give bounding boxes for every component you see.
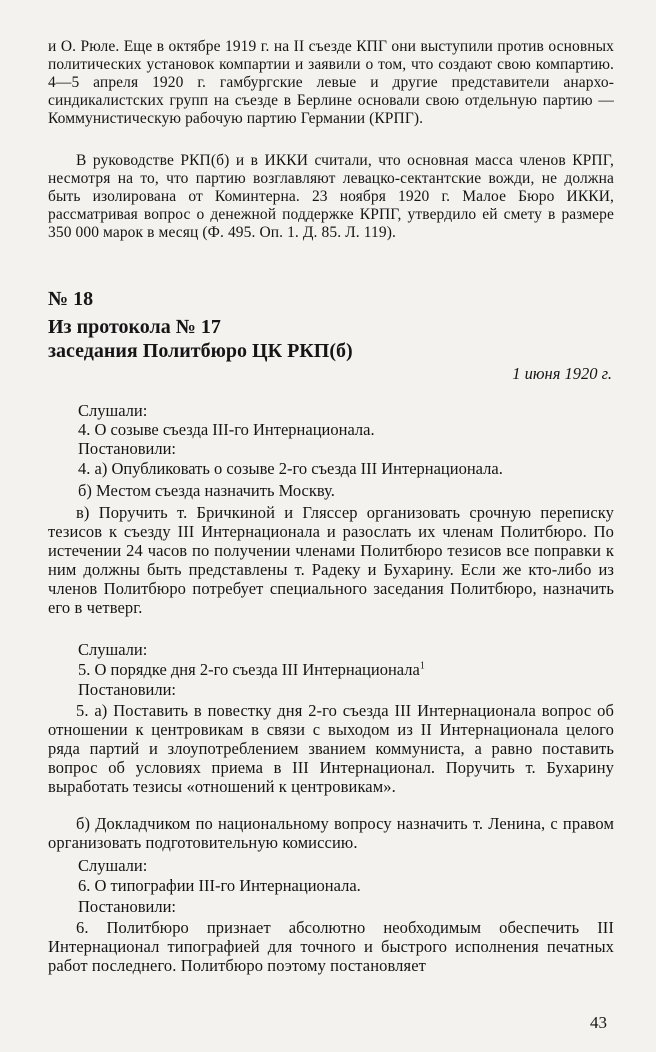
heard-label-3: Слушали: [78, 856, 148, 875]
agenda-item-4: 4. О созыве съезда III-го Интернационала. [78, 420, 375, 439]
resolution-5a: 5. а) Поставить в повестку дня 2-го съезда III Интернационала вопрос об отношении к центровикам в связи с выходом из II Интернационала целого ряда партий и злоупотреблением званием коммуниста, а равно поставить вопрос об условиях приема в III Интернационал. Поручить т. Бухарину выработать тезисы «отношений к центровикам». [48, 701, 614, 796]
heard-label-1: Слушали: [78, 401, 148, 420]
footnote-marker: 1 [419, 660, 425, 672]
document-title-line-1: Из протокола № 17 [48, 316, 221, 338]
resolution-6: 6. Политбюро признает абсолютно необходимым обеспечить III Интернационал типографией для точного и быстрого исполнения печатных работ последнего. Политбюро поэтому постановляет [48, 918, 614, 975]
agenda-item-5-text: 5. О порядке дня 2-го съезда III Интернационала [78, 660, 420, 679]
intro-paragraph-1: и О. Рюле. Еще в октябре 1919 г. на II съезде КПГ они выступили против основных политических установок компартии и заявили о том, что создают свою компартию. 4—5 апреля 1920 г. гамбургские левые и другие представители анархо-синдикалистских групп на съезде в Берлине основали свою отдельную партию — Коммунистическую рабочую партию Германии (КРПГ). [48, 38, 614, 127]
heard-label-2: Слушали: [78, 640, 148, 659]
document-date: 1 июня 1920 г. [512, 364, 612, 383]
agenda-item-5 [78, 660, 425, 679]
agenda-item-6: 6. О типографии III-го Интернационала. [78, 876, 361, 895]
page-number: 43 [590, 1013, 607, 1032]
resolution-4a: 4. а) Опубликовать о созыве 2-го съезда III Интернационала. [78, 459, 503, 478]
resolution-4v: в) Поручить т. Бричкиной и Гляссер организовать срочную переписку тезисов к съезду III Интернационала и разослать их членам Политбюро. По истечении 24 часов по получении членами Политбюро тезисов все поправки к ним должны быть представлены т. Радеку и Бухарину. Если же кто-либо из членов Политбюро потребует специального заседания Политбюро, назначить его в четверг. [48, 503, 614, 617]
resolved-label-3: Постановили: [78, 897, 176, 916]
document-title-line-2: заседания Политбюро ЦК РКП(б) [48, 340, 353, 362]
document-number: № 18 [48, 288, 94, 310]
resolved-label-2: Постановили: [78, 680, 176, 699]
intro-paragraph-2: В руководстве РКП(б) и в ИККИ считали, что основная масса членов КРПГ, несмотря на то, что партию возглавляют левацко-сектантские вожди, не должна быть изолирована от Коминтерна. 23 ноября 1920 г. Малое Бюро ИККИ, рассматривая вопрос о денежной поддержке КРПГ, утвердило ей смету в размере 350 000 марок в месяц (Ф. 495. Оп. 1. Д. 85. Л. 119). [48, 152, 614, 241]
resolution-5b: б) Докладчиком по национальному вопросу назначить т. Ленина, с правом организовать подготовительную комиссию. [48, 814, 614, 852]
resolution-4b: б) Местом съезда назначить Москву. [78, 481, 335, 500]
resolved-label-1: Постановили: [78, 439, 176, 458]
